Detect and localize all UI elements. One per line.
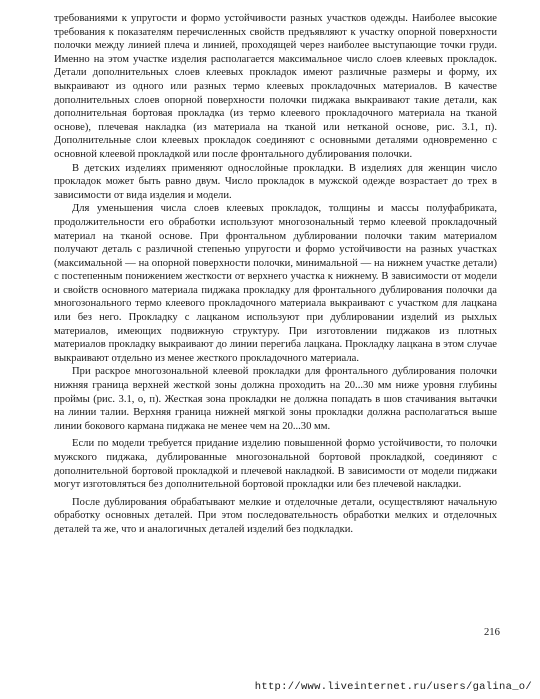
- paragraph-4: При раскрое многозональной клеевой прокладки для фронтального дублирования полочки нижняя граница верхней жесткой зоны должна проходить на 20...30 мм ниже уровня глубины проймы (рис. 3.1, о, п). Жесткая зона прокладки не должна попадать в шов стачивания вытачки на линии талии. Верхняя граница нижней мягкой зоны прокладки должна располагаться выше линии бокового кармана пиджака не менее чем на 20...30 мм.: [54, 366, 497, 432]
- paragraph-2: В детских изделиях применяют однослойные прокладки. В изделиях для женщин число прокладок может быть равно двум. Число прокладок в мужской одежде возрастает до трех в зависимости от вида изделия и модели.: [54, 162, 497, 201]
- document-body: [54, 12, 497, 537]
- paragraph-1: требованиями к упругости и формо устойчивости разных участков одежды. Наиболее высокие требования к показателям перечисленных свойств предъявляют к участку опорной поверхности полочки между линией плеча и линией, проходящей через наиболее выступающие точки груди. Именно на этом участке изделия располагается максимальное число слоев клеевых прокладок. Детали дополнительных слоев клеевых прокладок имеют различные размеры и форму, их выкраивают из одного или разных термо клеевых прокладочных материалов. В качестве дополнительных слоев опорной поверхности полочки пиджака выкраивают такие детали, как дополнительная бортовая прокладка (из термо клеевого прокладочного материала на тканой основе), плечевая накладка (из материала на тканой или нетканой основе, рис. 3.1, п). Дополнительные слои клеевых прокладок соединяют с основными деталями одновременно с основной клеевой прокладкой или после фронтального дублирования полочки.: [54, 13, 497, 160]
- paragraph-6: После дублирования обрабатывают мелкие и отделочные детали, осуществляют начальную обработку основных деталей. При этом последовательность обработки мелких и отделочных деталей та же, что и аналогичных деталей изделий без подкладки.: [54, 496, 497, 535]
- footer-url[interactable]: http://www.liveinternet.ru/users/galina_o/: [254, 681, 532, 693]
- paragraph-5: Если по модели требуется придание изделию повышенной формо устойчивости, то полочки мужского пиджака, дублированные многозональной бортовой прокладкой, соединяют с дополнительной бортовой прокладкой и плечевой накладкой. В зависимости от модели пиджаки могут изготовляться без дополнительной бортовой прокладки или без плечевой накладки.: [54, 438, 497, 491]
- paragraph-3: Для уменьшения числа слоев клеевых прокладок, толщины и массы полуфабриката, продолжительности его обработки используют многозональный термо клеевой прокладочный материал на тканой основе. При фронтальном дублировании полочки таким материалом получают деталь с различной степенью упругости и формо устойчивости на разных участках (максимальной — на опорной поверхности полочки, минимальной — на нижнем участке детали) с постепенным понижением жесткости от верхнего участка к нижнему. В зависимости от модели и свойств основного материала пиджака прокладку для фронтального дублирования полочки да многозонального термо клеевого прокладочного материала выкраивают с участком для лацкана или без него. Прокладку с лацканом используют при дублировании изделий из рыхлых материалов, имеющих подвижную структуру. При изготовлении пиджаков из плотных материалов прокладку выкраивают до линии перегиба лацкана. Прокладку лацкана в этом случае выкраивают отдельно из менее жесткого прокладочного материала.: [54, 203, 497, 364]
- page-number: 216: [484, 627, 500, 638]
